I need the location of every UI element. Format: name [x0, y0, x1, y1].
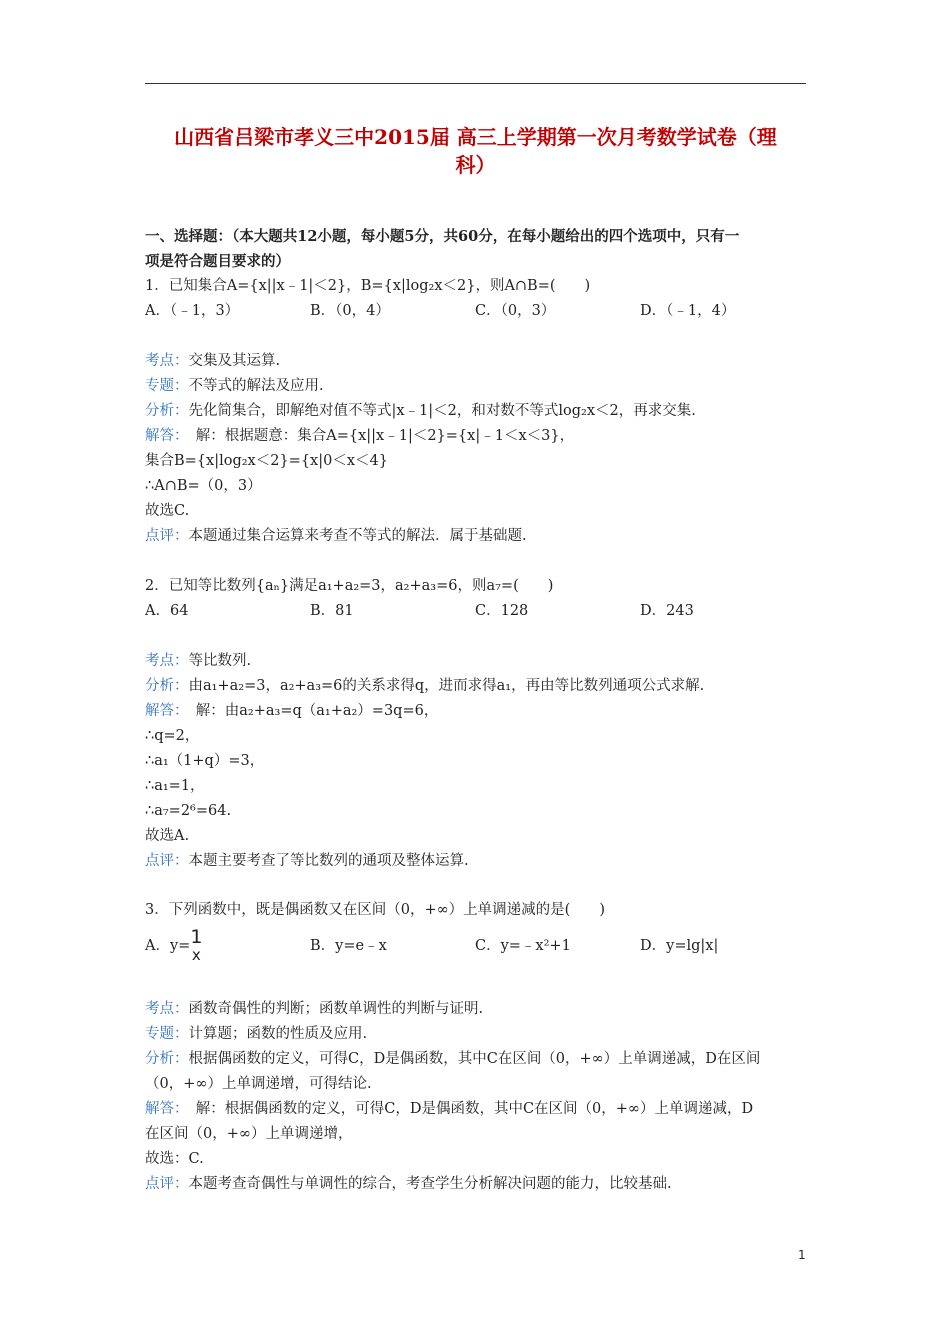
q2-jieda-line-6: 故选A.: [145, 828, 190, 844]
q3-stem: 3．下列函数中，既是偶函数又在区间（0，+∞）上单调递减的是( ): [145, 902, 605, 918]
kaodian-label: 考点：: [145, 1001, 189, 1017]
q2-jieda: [145, 701, 438, 721]
q1-jieda-line-3: ∴A∩B=（0，3）: [145, 478, 262, 494]
q1-option-c: C．（0，3）: [475, 303, 556, 319]
q2-jieda-line-4: ∴a₁=1，: [145, 778, 205, 794]
q3-fenxi: [145, 1049, 760, 1069]
q2-fenxi: [145, 676, 704, 696]
q2-jieda-line-3: ∴a₁（1+q）=3，: [145, 753, 265, 769]
q1-jieda-line-2: 集合B={x|log₂x＜2}={x|0＜x＜4}: [145, 453, 388, 469]
section-heading-line-2: 项是符合题目要求的）: [145, 253, 290, 270]
q1-kaodian: [145, 351, 280, 371]
q1-option-b: B．（0，4）: [310, 303, 390, 319]
q3-jieda-line-2: 在区间（0，+∞）上单调递增，: [145, 1126, 353, 1142]
q3-jieda: [145, 1099, 753, 1119]
jieda-text: 解：根据题意：集合A={x||x﹣1|＜2}={x|﹣1＜x＜3}，: [181, 428, 575, 444]
fenxi-label: 分析：: [145, 403, 189, 419]
header-rule: [145, 83, 806, 84]
dianping-label: 点评：: [145, 853, 189, 869]
section-heading-line-1: 一、选择题：（本大题共12小题，每小题5分，共60分，在每小题给出的四个选项中，只有一: [145, 228, 740, 245]
kaodian-text: 交集及其运算.: [188, 353, 281, 369]
dianping-text: 本题通过集合运算来考查不等式的解法．属于基础题.: [188, 528, 527, 544]
jieda-label: 解答：: [145, 703, 182, 719]
q2-dianping: [145, 851, 469, 871]
q2-stem: 2．已知等比数列{aₙ}满足a₁+a₂=3，a₂+a₃=6，则a₇=( ): [145, 578, 554, 594]
title-line-1: 山西省吕梁市孝义三中2015届 高三上学期第一次月考数学试卷（理: [174, 125, 777, 149]
q1-stem: 1．已知集合A={x||x﹣1|＜2}，B={x|log₂x＜2}，则A∩B=( ): [145, 278, 591, 294]
q3-option-a: [145, 926, 202, 966]
q1-jieda: [145, 426, 574, 446]
q1-jieda-line-4: 故选C.: [145, 503, 190, 519]
q3-dianping: [145, 1174, 672, 1194]
document-title: [145, 123, 806, 179]
fenxi-text: 由a₁+a₂=3，a₂+a₃=6的关系求得q，进而求得a₁，再由等比数列通项公式求解.: [188, 678, 705, 694]
q2-option-d: D．243: [640, 603, 694, 619]
fenxi-text: 根据偶函数的定义，可得C，D是偶函数，其中C在区间（0，+∞）上单调递减，D在区间: [188, 1051, 761, 1067]
q1-option-d: D．（﹣1，4）: [640, 303, 736, 319]
jieda-label: 解答：: [145, 1101, 182, 1117]
fraction: [190, 928, 202, 964]
q3-jieda-line-3: 故选：C.: [145, 1151, 204, 1167]
q2-kaodian: [145, 651, 251, 671]
q1-fenxi: [145, 401, 696, 421]
zhuanti-text: 不等式的解法及应用.: [188, 378, 324, 394]
jieda-text: 解：由a₂+a₃=q（a₁+a₂）=3q=6，: [181, 703, 439, 719]
fraction-numerator: 1: [190, 926, 203, 948]
q1-zhuanti: [145, 376, 324, 396]
q3-kaodian: [145, 999, 483, 1019]
jieda-text: 解：根据偶函数的定义，可得C，D是偶函数，其中C在区间（0，+∞）上单调递减，D: [181, 1101, 754, 1117]
zhuanti-label: 专题：: [145, 1026, 189, 1042]
fraction-denominator: x: [191, 946, 201, 964]
fenxi-label: 分析：: [145, 678, 189, 694]
kaodian-text: 等比数列.: [188, 653, 252, 669]
q2-option-b: B．81: [310, 603, 354, 619]
dianping-text: 本题主要考查了等比数列的通项及整体运算.: [188, 853, 469, 869]
dianping-label: 点评：: [145, 1176, 189, 1192]
page-number: 1: [798, 1248, 806, 1262]
q3-option-b: B．y=e﹣x: [310, 938, 387, 954]
q3-option-d: D．y=lg|x|: [640, 938, 719, 954]
q3-option-a-prefix: A．y=: [145, 938, 191, 954]
q2-jieda-line-2: ∴q=2，: [145, 728, 200, 744]
fenxi-text: 先化简集合，即解绝对值不等式|x﹣1|＜2，和对数不等式log₂x＜2，再求交集.: [188, 403, 696, 419]
q2-jieda-line-5: ∴a₇=2⁶=64.: [145, 803, 232, 819]
q3-option-c: C．y=﹣x²+1: [475, 938, 571, 954]
dianping-label: 点评：: [145, 528, 189, 544]
q1-dianping: [145, 526, 527, 546]
kaodian-label: 考点：: [145, 653, 189, 669]
q2-option-c: C．128: [475, 603, 529, 619]
jieda-label: 解答：: [145, 428, 182, 444]
fenxi-label: 分析：: [145, 1051, 189, 1067]
q3-fenxi-line-2: （0，+∞）上单调递增，可得结论.: [145, 1076, 372, 1092]
q2-option-a: A．64: [145, 603, 189, 619]
dianping-text: 本题考查奇偶性与单调性的综合，考查学生分析解决问题的能力，比较基础.: [188, 1176, 672, 1192]
kaodian-text: 函数奇偶性的判断；函数单调性的判断与证明.: [188, 1001, 484, 1017]
kaodian-label: 考点：: [145, 353, 189, 369]
zhuanti-label: 专题：: [145, 378, 189, 394]
title-line-2: 科）: [455, 153, 496, 177]
zhuanti-text: 计算题；函数的性质及应用.: [188, 1026, 368, 1042]
q1-option-a: A．（﹣1，3）: [145, 303, 240, 319]
q3-zhuanti: [145, 1024, 367, 1044]
